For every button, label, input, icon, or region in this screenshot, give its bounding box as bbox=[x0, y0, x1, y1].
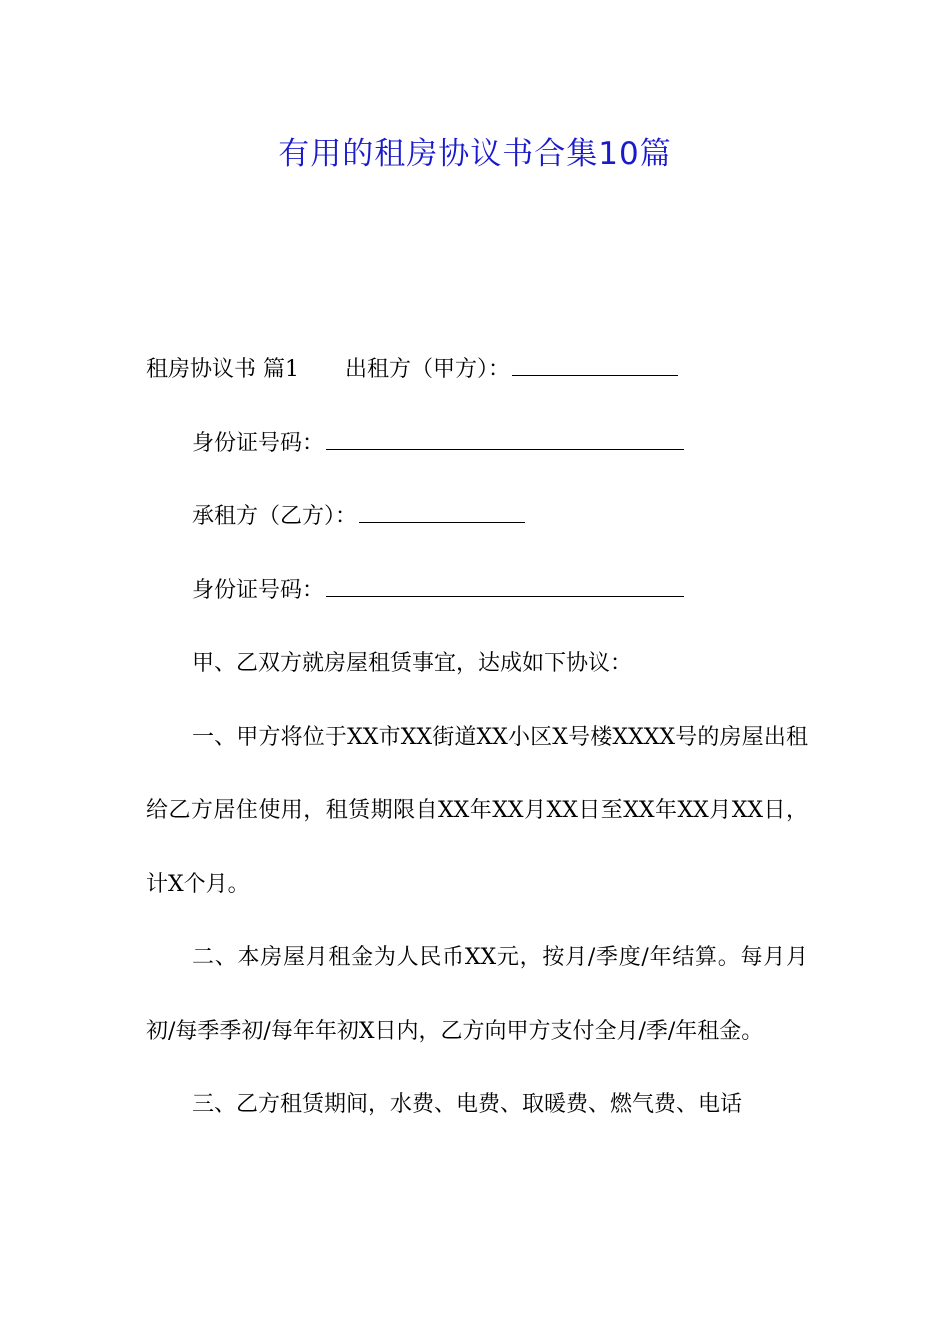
lessee-label: 承租方（乙方）： bbox=[192, 504, 358, 529]
lessor-id-line bbox=[146, 407, 808, 481]
clause-1: 一、甲方将位于XX市XX街道XX小区X号楼XXXX号的房屋出租给乙方居住使用，租赁期限自XX年XX月XX日至XX年XX月XX日，计X个月。 bbox=[146, 724, 808, 897]
document-body bbox=[146, 333, 808, 1142]
clause-3: 三、乙方租赁期间，水费、电费、取暖费、燃气费、电话 bbox=[192, 1092, 743, 1117]
lessor-label: 出租方（甲方）： bbox=[345, 357, 511, 382]
intro-paragraph: 甲、乙双方就房屋租赁事宜，达成如下协议： bbox=[192, 651, 633, 676]
clause-2: 二、本房屋月租金为人民币XX元，按月/季度/年结算。每月月初/每季季初/每年年初X日内，乙方向甲方支付全月/季/年租金。 bbox=[146, 945, 808, 1044]
lessee-id-blank bbox=[326, 578, 684, 597]
lessee-line bbox=[146, 480, 808, 554]
header-line bbox=[146, 333, 808, 407]
document-title: 有用的租房协议书合集10篇 bbox=[278, 136, 672, 172]
id-label-1: 身份证号码： bbox=[192, 430, 325, 456]
lessor-blank bbox=[512, 357, 678, 376]
id-label-2: 身份证号码： bbox=[192, 577, 325, 603]
section-label: 租房协议书 篇1 bbox=[146, 357, 299, 382]
lessee-id-line bbox=[146, 554, 808, 628]
lessor-id-blank bbox=[326, 431, 684, 450]
lessee-blank bbox=[359, 504, 525, 523]
